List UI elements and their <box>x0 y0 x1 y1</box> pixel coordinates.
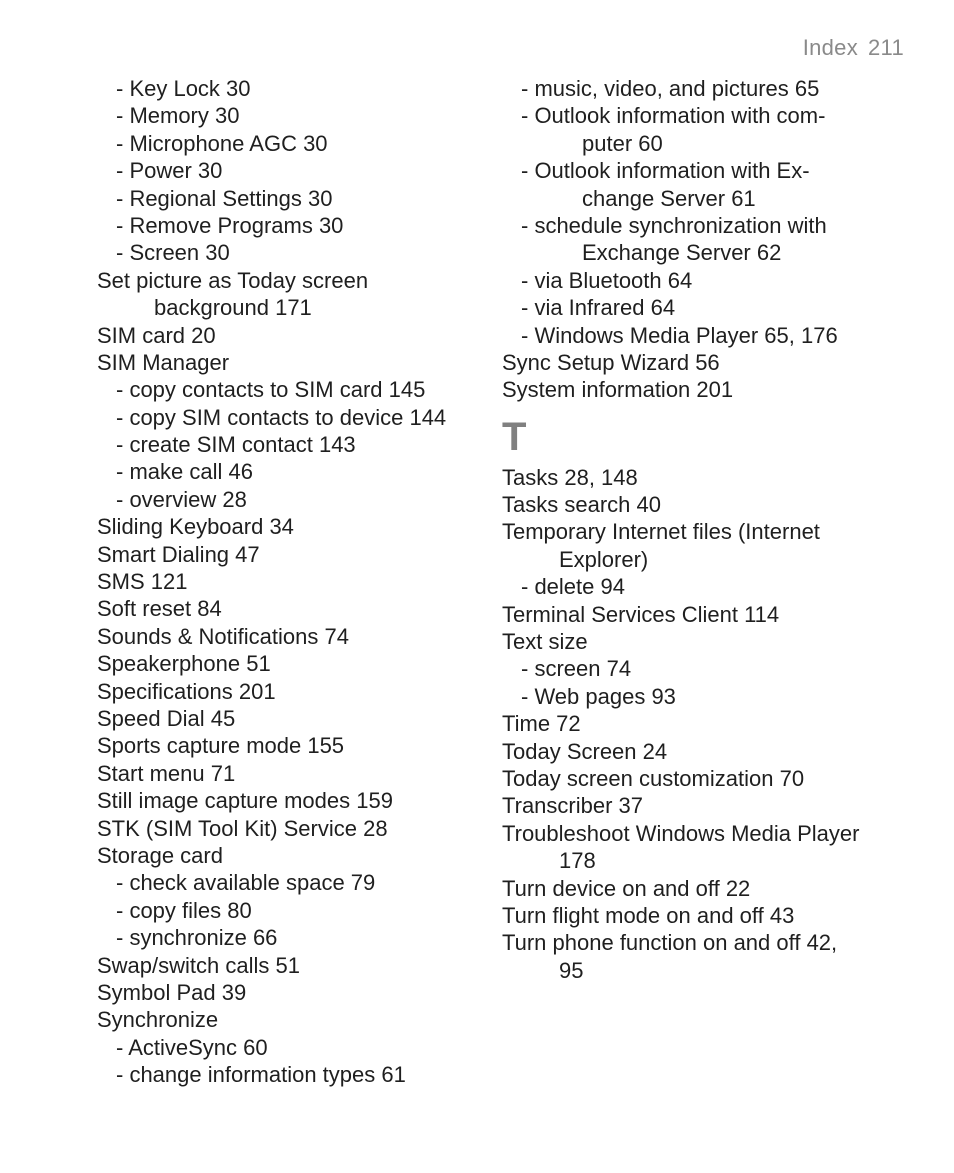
index-entry: Sync Setup Wizard 56 <box>502 349 720 375</box>
page-number: 211 <box>868 35 904 60</box>
section-letter: T <box>502 414 527 459</box>
index-entry: Turn phone function on and off 42, <box>502 930 838 956</box>
index-entry: Symbol Pad 39 <box>97 979 247 1005</box>
index-entry: SMS 121 <box>97 569 188 595</box>
index-entry-continuation: Exchange Server 62 <box>582 240 782 266</box>
index-entry: Tasks 28, 148 <box>502 464 638 490</box>
index-entry: Turn flight mode on and off 43 <box>502 902 795 928</box>
index-entry: Terminal Services Client 114 <box>502 601 780 627</box>
index-subentry: - via Infrared 64 <box>521 295 676 321</box>
index-entry: Storage card <box>97 842 223 868</box>
index-column-right <box>502 75 902 984</box>
index-group-t <box>502 464 902 984</box>
index-entry: SIM Manager <box>97 349 230 375</box>
index-entry: Sounds & Notifications 74 <box>97 623 349 649</box>
index-subentry: - Windows Media Player 65, 176 <box>521 322 838 348</box>
index-entry-continuation: 178 <box>559 848 596 874</box>
index-subentry: - Key Lock 30 <box>116 76 251 101</box>
index-entry-continuation: puter 60 <box>582 130 663 156</box>
index-subentry: - Web pages 93 <box>521 683 676 709</box>
index-subentry: - music, video, and pictures 65 <box>521 76 820 101</box>
index-entry-continuation: 95 <box>559 957 584 983</box>
index-subentry: - Microphone AGC 30 <box>116 130 328 156</box>
index-entry: Soft reset 84 <box>97 596 222 622</box>
index-subentry: - overview 28 <box>116 486 247 512</box>
index-entry: STK (SIM Tool Kit) Service 28 <box>97 815 388 841</box>
index-subentry: - Screen 30 <box>116 240 230 266</box>
index-subentry: - check available space 79 <box>116 870 376 896</box>
index-subentry: - Memory 30 <box>116 103 240 129</box>
index-subentry: - copy files 80 <box>116 897 252 923</box>
page-header <box>803 35 904 61</box>
index-subentry: - screen 74 <box>521 656 632 682</box>
index-column-left <box>97 75 487 1088</box>
index-subentry: - Regional Settings 30 <box>116 185 333 211</box>
index-entry: Temporary Internet files (Internet <box>502 519 820 545</box>
index-entry: Sports capture mode 155 <box>97 733 345 759</box>
index-subentry: - Remove Programs 30 <box>116 212 344 238</box>
index-subentry: - delete 94 <box>521 574 625 600</box>
index-entry: Text size <box>502 629 588 655</box>
index-entry: Smart Dialing 47 <box>97 541 260 567</box>
index-entry: Synchronize <box>97 1007 219 1033</box>
index-entry: System information 201 <box>502 377 734 403</box>
index-subentry: - change information types 61 <box>116 1062 406 1088</box>
index-entry: Speakerphone 51 <box>97 651 271 677</box>
index-entry-continuation: change Server 61 <box>582 185 756 211</box>
index-entry: Troubleshoot Windows Media Player <box>502 820 860 846</box>
index-subentry: - make call 46 <box>116 459 253 485</box>
index-entry-continuation: background 171 <box>154 295 312 321</box>
index-subentry: - synchronize 66 <box>116 925 278 951</box>
index-subentry: - ActiveSync 60 <box>116 1034 268 1060</box>
index-subentry: - schedule synchronization with <box>521 212 827 238</box>
index-subentry: - copy SIM contacts to device 144 <box>116 404 447 430</box>
index-subentry: - Outlook information with com- <box>521 103 826 129</box>
index-subentry: - copy contacts to SIM card 145 <box>116 377 426 403</box>
section-title: Index <box>802 35 859 60</box>
index-entry: Turn device on and off 22 <box>502 875 751 901</box>
index-subentry: - create SIM contact 143 <box>116 432 356 458</box>
index-entry: Swap/switch calls 51 <box>97 952 300 978</box>
index-entry: Time 72 <box>502 711 581 737</box>
index-entry: Still image capture modes 159 <box>97 788 393 814</box>
index-entry: Speed Dial 45 <box>97 705 236 731</box>
index-subentry: - via Bluetooth 64 <box>521 267 693 293</box>
index-entry: Transcriber 37 <box>502 793 644 819</box>
index-entry: Specifications 201 <box>97 678 276 704</box>
index-group-s-continued <box>502 75 902 404</box>
index-entry: SIM card 20 <box>97 322 216 348</box>
index-subentry: - Outlook information with Ex- <box>521 158 810 184</box>
index-entry-continuation: Explorer) <box>559 546 649 572</box>
index-entry: Tasks search 40 <box>502 492 661 518</box>
index-entry: Today Screen 24 <box>502 738 668 764</box>
index-entry: Start menu 71 <box>97 760 236 786</box>
index-entry: Sliding Keyboard 34 <box>97 514 294 540</box>
index-subentry: - Power 30 <box>116 158 223 184</box>
index-entry: Today screen customization 70 <box>502 765 805 791</box>
index-entry: Set picture as Today screen <box>97 267 369 293</box>
